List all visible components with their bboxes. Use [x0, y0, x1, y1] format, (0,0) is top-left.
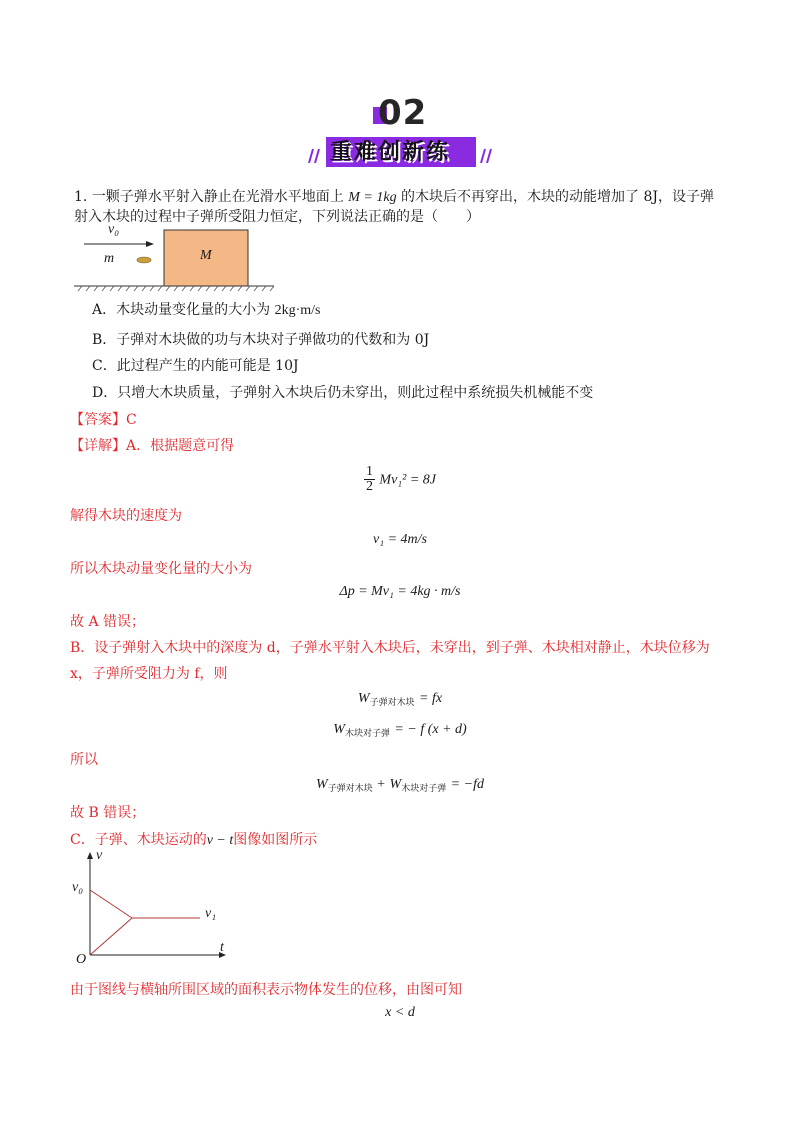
option-b: B．子弹对木块做的功与木块对子弹做功的代数和为 0J: [92, 332, 430, 348]
label-M: M: [200, 248, 212, 263]
question-line-1: [74, 187, 714, 208]
eq4-rest: = fx: [419, 691, 443, 706]
fraction-numerator: 1: [365, 464, 373, 479]
bullet-icon: [137, 257, 151, 263]
bullet-block-figure: [74, 222, 274, 295]
equation-1-rest: Mv₁² = 8J: [379, 472, 437, 488]
banner-slash-right: [478, 147, 494, 163]
v-axis-arrow-icon: [87, 852, 93, 859]
detail-a-intro: [70, 436, 234, 456]
question-number: 1.: [74, 189, 88, 205]
option-a: [92, 300, 320, 321]
answer-value: C: [126, 412, 137, 428]
eq5-w: W: [333, 722, 345, 737]
block-line: [90, 918, 132, 955]
question-mass: M = 1kg: [348, 190, 397, 205]
equation-5: [0, 721, 800, 739]
eq4-w: W: [357, 691, 370, 706]
a-wrong-text: 故 A 错误；: [70, 614, 146, 630]
c-intro-text: C．子弹、木块运动的: [70, 832, 207, 848]
question-text-b: 的木块后不再穿出，木块的动能增加了 8J，设子弹: [401, 189, 715, 205]
speed-text: 解得木块的速度为: [70, 508, 182, 524]
detail-a-text: A．根据题意可得: [126, 438, 235, 454]
eq6-w1: W: [316, 777, 328, 792]
label-m: m: [104, 251, 115, 266]
equation-4: [0, 690, 800, 708]
b-wrong-text: 故 B 错误；: [70, 805, 146, 821]
eq6-rest: = −fd: [450, 777, 484, 792]
ground-hatching: [78, 286, 274, 291]
arrow-head-icon: [146, 241, 154, 247]
eq6-sub1: 子弹对木块: [327, 784, 373, 794]
graph-v1-label: v₁: [205, 906, 217, 921]
section-header: [300, 95, 500, 175]
equation-1: [0, 465, 800, 494]
momentum-text: 所以木块动量变化量的大小为: [70, 561, 252, 577]
label-v0: v₀: [108, 222, 120, 237]
half-fraction: [364, 465, 375, 494]
eq6-sub2: 木块对子弹: [401, 784, 447, 794]
fraction-denominator: 2: [365, 479, 373, 494]
equation-3: Δp = Mv₁ = 4kg · m/s: [339, 584, 461, 599]
section-number: 02: [378, 93, 428, 133]
graph-v0-label: v₀: [72, 880, 84, 895]
equation-2: v₁ = 4m/s: [373, 532, 427, 547]
eq5-rest: = − f (x + d): [394, 722, 467, 737]
slash-right-icon: [478, 147, 494, 163]
b-line-2: x，子弹所受阻力为 f，则: [70, 666, 228, 682]
question-line-2: 射入木块的过程中子弹所受阻力恒定，下列说法正确的是（ ）: [74, 209, 480, 225]
vt-graph: [70, 850, 240, 970]
graph-origin-label: O: [76, 952, 87, 967]
answer-tag: 【答案】: [70, 412, 126, 428]
option-a-formula: 2kg·m/s: [274, 303, 321, 318]
b-line-1: B．设子弹射入木块中的深度为 d，子弹水平射入木块后，未穿出，到子弹、木块相对静止，木块位移为: [70, 640, 710, 656]
question-text-a: 一颗子弹水平射入静止在光滑水平地面上: [91, 189, 344, 205]
banner-slash-left: [306, 147, 322, 163]
option-a-label: A．木块动量变化量的大小为: [92, 302, 271, 318]
c-intro: [70, 830, 317, 851]
slash-left-icon: [306, 147, 322, 163]
c-vt: v − t: [206, 833, 234, 848]
equation-7: x < d: [385, 1005, 415, 1020]
eq6-plus: +: [377, 777, 386, 792]
c-intro-text-2: 图像如图所示: [233, 832, 318, 848]
graph-v-label: v: [96, 848, 103, 863]
eq5-sub: 木块对子弹: [344, 729, 390, 739]
section-title: 重难创新练: [330, 140, 451, 165]
answer-line: [70, 410, 137, 430]
option-d: D．只增大木块质量，子弹射入木块后仍未穿出，则此过程中系统损失机械能不变: [92, 385, 594, 401]
detail-tag: 【详解】: [70, 438, 126, 454]
graph-t-label: t: [220, 940, 224, 955]
area-text: 由于图线与横轴所围区域的面积表示物体发生的位移，由图可知: [70, 982, 462, 998]
eq6-w2: W: [389, 777, 402, 792]
bullet-line: [90, 890, 132, 918]
so-text: 所以: [70, 752, 98, 768]
option-c: C．此过程产生的内能可能是 10J: [92, 358, 299, 374]
eq4-sub: 子弹对木块: [369, 698, 415, 708]
equation-6: [0, 776, 800, 794]
